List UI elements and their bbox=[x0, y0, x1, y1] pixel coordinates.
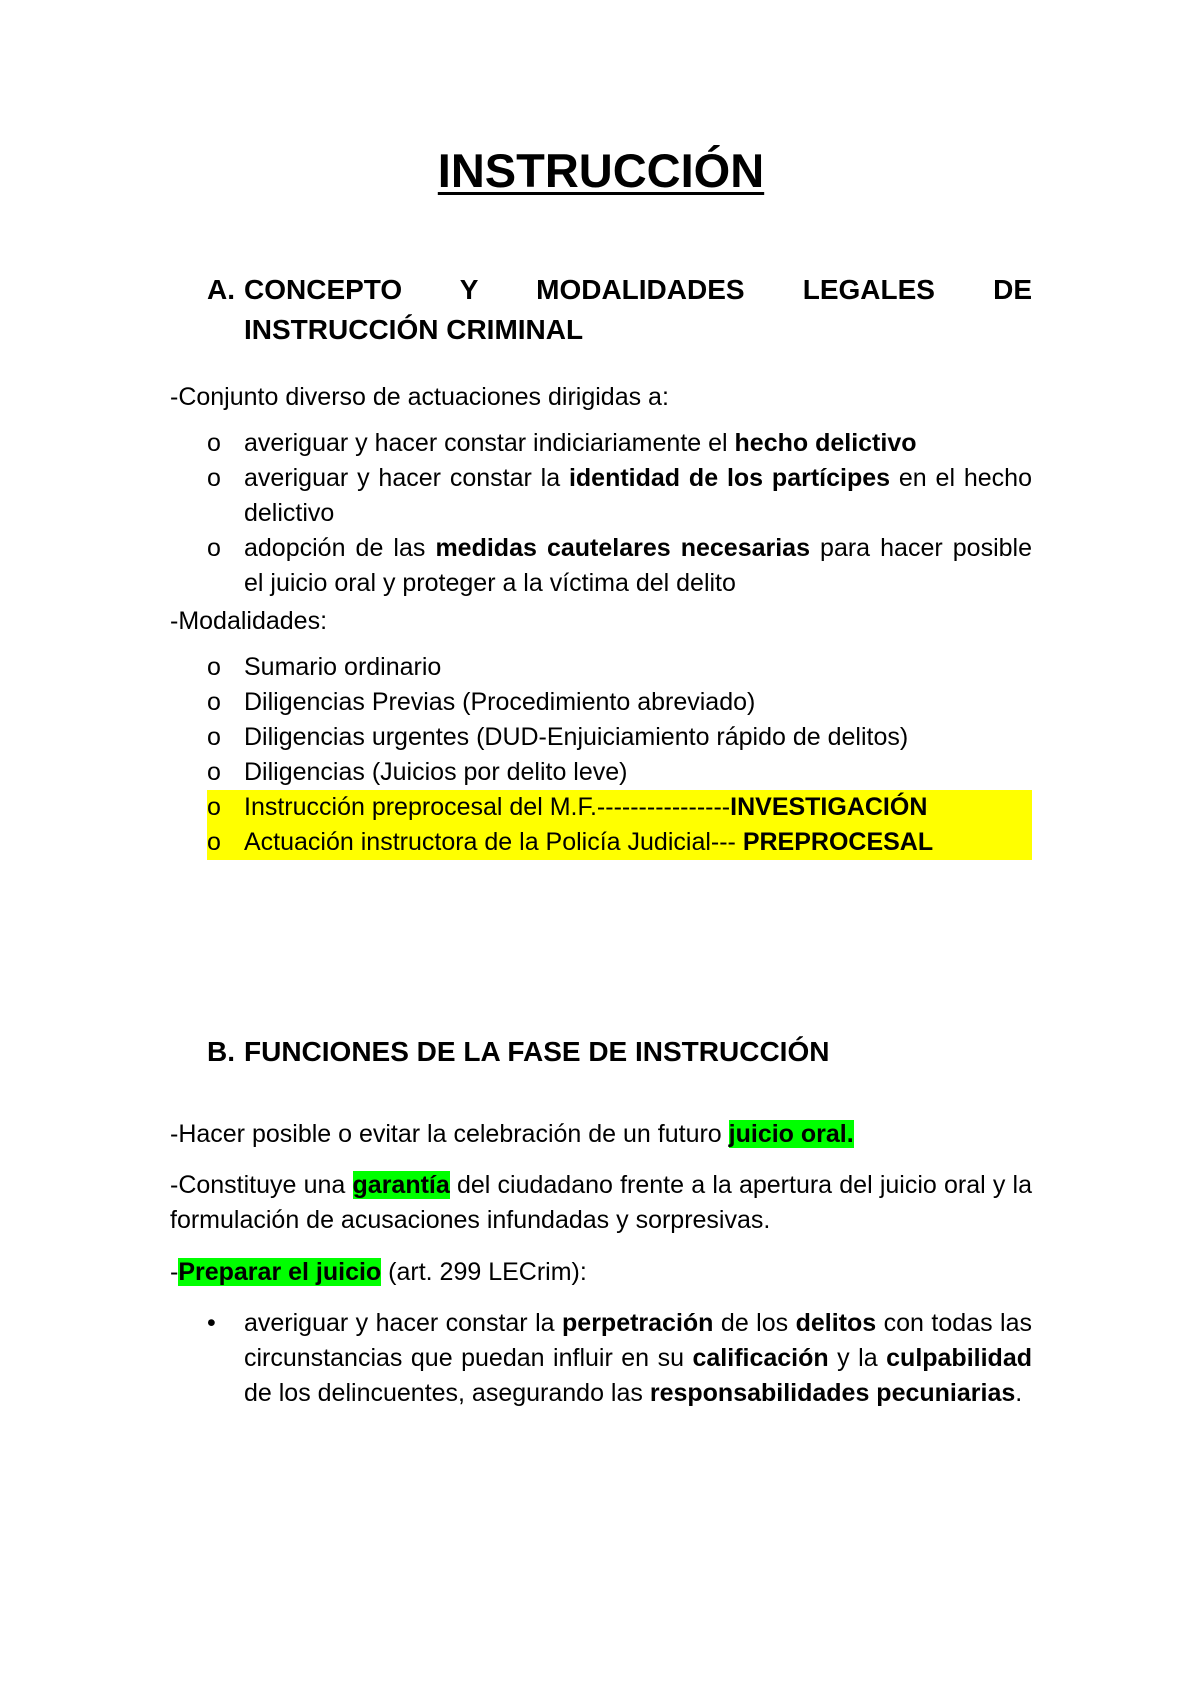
list-item: o averiguar y hacer constar la identidad de los partícipes en el hecho delictivo bbox=[207, 461, 1032, 531]
dot-bullet-icon: • bbox=[207, 1309, 216, 1337]
circle-bullet-icon: o bbox=[207, 828, 221, 856]
circle-bullet-icon: o bbox=[207, 653, 221, 681]
funcion-paragraph-1: -Hacer posible o evitar la celebración de un futuro juicio oral. bbox=[170, 1120, 854, 1148]
page-title: INSTRUCCIÓN bbox=[437, 144, 765, 197]
preparar-juicio-list bbox=[207, 1306, 1032, 1411]
circle-bullet-icon: o bbox=[207, 429, 221, 457]
section-b-heading-text: FUNCIONES DE LA FASE DE INSTRUCCIÓN bbox=[244, 1036, 830, 1067]
circle-bullet-icon: o bbox=[207, 534, 221, 562]
section-a-heading-line2: INSTRUCCIÓN CRIMINAL bbox=[244, 314, 584, 345]
highlighted-list-item: o Actuación instructora de la Policía Judicial--- PREPROCESAL bbox=[207, 825, 1032, 860]
section-b-heading bbox=[207, 1032, 1032, 1072]
highlighted-term: juicio oral. bbox=[728, 1120, 854, 1148]
highlighted-term: Preparar el juicio bbox=[178, 1258, 382, 1286]
list-item: o Sumario ordinario bbox=[207, 650, 1032, 685]
circle-bullet-icon: o bbox=[207, 758, 221, 786]
circle-bullet-icon: o bbox=[207, 723, 221, 751]
list-item: o Diligencias Previas (Procedimiento abreviado) bbox=[207, 685, 1032, 720]
section-a-letter: A. bbox=[207, 274, 235, 305]
bold-term: INVESTIGACIÓN bbox=[730, 793, 928, 821]
section-b-letter: B. bbox=[207, 1036, 235, 1067]
bold-term: medidas cautelares necesarias bbox=[435, 534, 810, 562]
funcion-paragraph-3: -Preparar el juicio (art. 299 LECrim): bbox=[170, 1258, 587, 1286]
circle-bullet-icon: o bbox=[207, 688, 221, 716]
bold-term: PREPROCESAL bbox=[742, 828, 934, 856]
highlighted-term: garantía bbox=[352, 1171, 450, 1199]
modalidades-list bbox=[207, 650, 1032, 860]
section-a-heading bbox=[207, 270, 1032, 350]
circle-bullet-icon: o bbox=[207, 793, 221, 821]
list-item: o averiguar y hacer constar indiciariamente el hecho delictivo bbox=[207, 426, 1032, 461]
list-item: • averiguar y hacer constar la perpetración de los delitos con todas las circunstancias que puedan influir en su calificación y la culpabilidad de los delincuentes, asegurando las responsabilidades pecuniarias. bbox=[207, 1306, 1032, 1411]
actuaciones-list bbox=[207, 426, 1032, 601]
bold-term: hecho delictivo bbox=[734, 429, 917, 457]
funcion-paragraph-2: -Constituye una garantía del ciudadano frente a la apertura del juicio oral y la formulación de acusaciones infundadas y sorpresivas. bbox=[170, 1171, 1032, 1234]
bold-term: identidad de los partícipes bbox=[568, 464, 891, 492]
list-item: o Diligencias urgentes (DUD-Enjuiciamiento rápido de delitos) bbox=[207, 720, 1032, 755]
circle-bullet-icon: o bbox=[207, 464, 221, 492]
section-a-intro: -Conjunto diverso de actuaciones dirigidas a: bbox=[170, 383, 669, 411]
section-a-heading-line1: CONCEPTO Y MODALIDADES LEGALES DE bbox=[244, 274, 1032, 305]
list-item: o adopción de las medidas cautelares necesarias para hacer posible el juicio oral y proteger a la víctima del delito bbox=[207, 531, 1032, 601]
modalidades-label: -Modalidades: bbox=[170, 607, 328, 635]
list-item: o Diligencias (Juicios por delito leve) bbox=[207, 755, 1032, 790]
highlighted-list-item: o Instrucción preprocesal del M.F.----------------INVESTIGACIÓN bbox=[207, 790, 1032, 825]
